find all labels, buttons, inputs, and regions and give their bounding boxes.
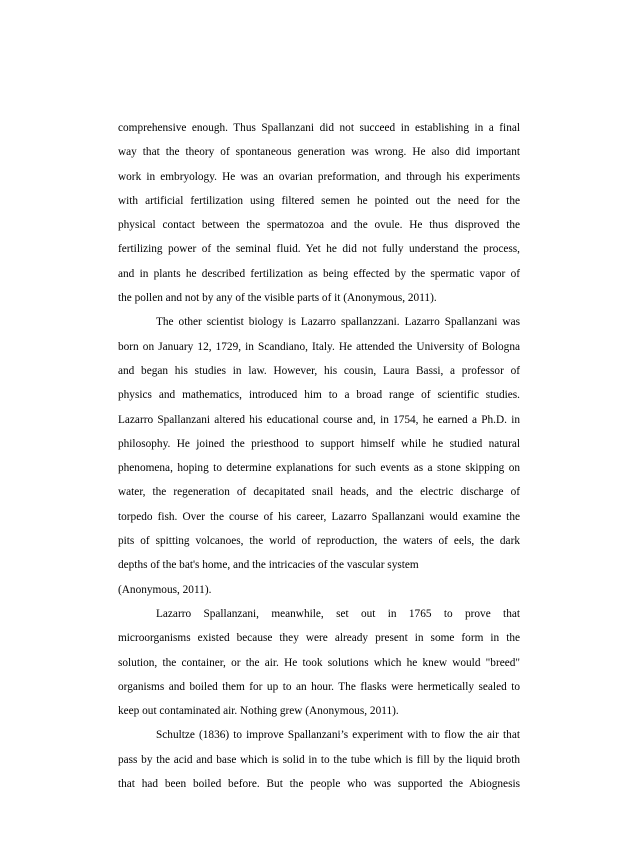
text-line: born on January 12, 1729, in Scandiano, Italy. He attended the University of Bologna <box>118 340 520 353</box>
text-line: Lazarro Spallanzani, meanwhile, set out in 1765 to prove that <box>156 607 520 620</box>
text-line: Lazarro Spallanzani altered his educational course and, in 1754, he earned a Ph.D. in <box>118 413 520 426</box>
text-line: and began his studies in law. However, his cousin, Laura Bassi, a professor of <box>118 364 520 377</box>
text-line: water, the regeneration of decapitated snail heads, and the electric discharge of <box>118 486 520 499</box>
text-line: comprehensive enough. Thus Spallanzani did not succeed in establishing in a final <box>118 122 520 134</box>
text-line: phenomena, hoping to determine explanations for such events as a stone skipping on <box>118 462 520 475</box>
text-line: organisms and boiled them for up to an hour. The flasks were hermetically sealed to <box>118 680 520 693</box>
text-line: that had been boiled before. But the people who was supported the Abiognesis <box>118 778 520 791</box>
text-line: physical contact between the spermatozoa and the ovule. He thus disproved the <box>118 219 520 232</box>
text-line: Schultze (1836) to improve Spallanzani’s experiment with to flow the air that <box>156 729 520 742</box>
text-line: work in embryology. He was an ovarian preformation, and through his experiments <box>118 170 520 183</box>
text-line: The other scientist biology is Lazarro spallanzzani. Lazarro Spallanzani was <box>156 316 520 329</box>
text-line: and in plants he described fertilization as being effected by the spermatic vapor of <box>118 267 520 280</box>
text-line: way that the theory of spontaneous generation was wrong. He also did important <box>118 146 520 159</box>
text-line: the pollen and not by any of the visible parts of it (Anonymous, 2011). <box>118 292 437 305</box>
text-line: with artificial fertilization using filtered semen he pointed out the need for the <box>118 194 520 207</box>
text-line: pass by the acid and base which is solid in to the tube which is fill by the liquid broth <box>118 753 520 766</box>
text-line: torpedo fish. Over the course of his career, Lazarro Spallanzani would examine the <box>118 510 520 523</box>
text-line: fertilizing power of the seminal fluid. Yet he did not fully understand the process, <box>118 243 520 256</box>
text-line: (Anonymous, 2011). <box>118 583 212 596</box>
text-line: pits of spitting volcanoes, the world of reproduction, the waters of eels, the dark <box>118 535 520 548</box>
text-line: solution, the container, or the air. He took solutions which he knew would "breed" <box>118 656 520 669</box>
text-line: keep out contaminated air. Nothing grew (Anonymous, 2011). <box>118 705 399 718</box>
text-line: depths of the bat's home, and the intricacies of the vascular system <box>118 559 419 572</box>
text-line: microorganisms existed because they were already present in some form in the <box>118 632 520 645</box>
body-text <box>118 116 520 796</box>
text-line: philosophy. He joined the priesthood to support himself while he studied natural <box>118 437 520 450</box>
text-line: physics and mathematics, introduced him to a broad range of scientific studies. <box>118 389 520 402</box>
